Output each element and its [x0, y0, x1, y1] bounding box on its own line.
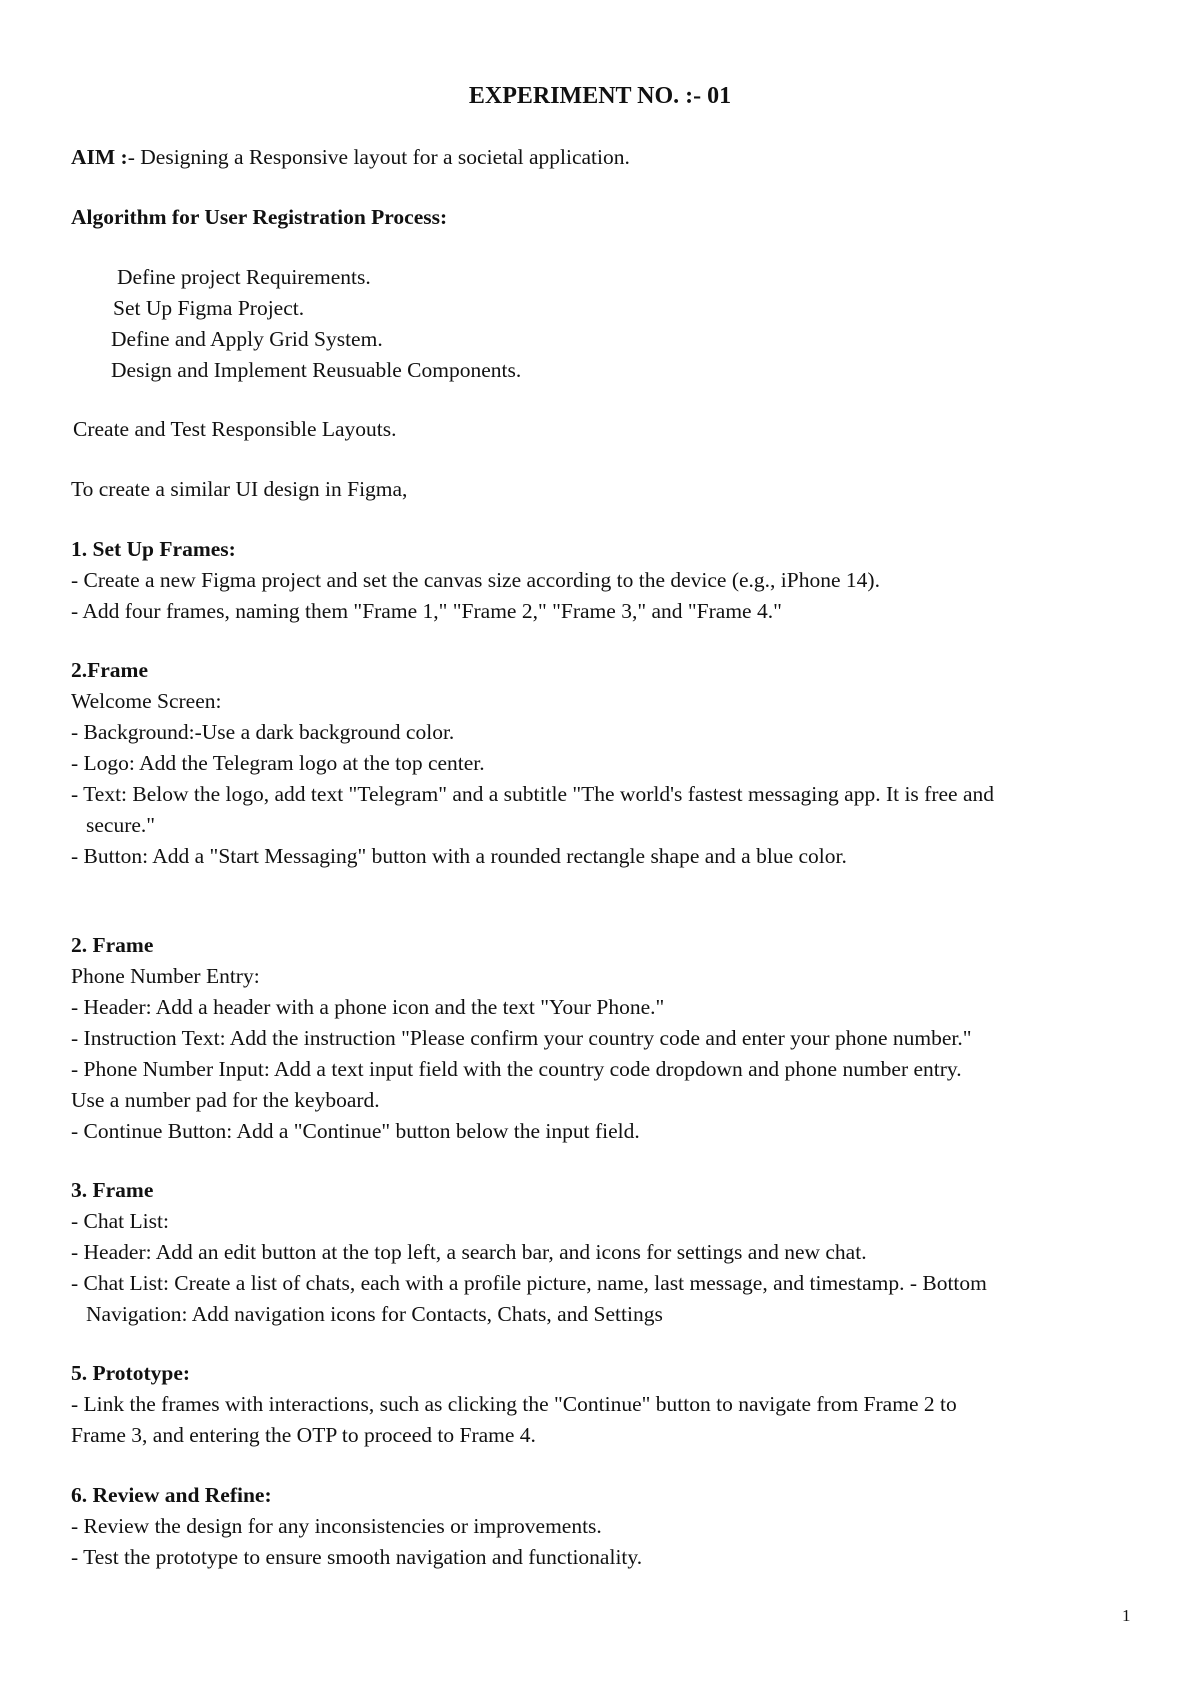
section-heading: 5. Prototype: [71, 1361, 191, 1385]
algorithm-step: Set Up Figma Project. [113, 296, 305, 320]
algorithm-final-step: Create and Test Responsible Layouts. [73, 417, 397, 441]
section-line: - Button: Add a "Start Messaging" button with a rounded rectangle shape and a blue color. [71, 844, 847, 868]
section-line: Frame 3, and entering the OTP to proceed to Frame 4. [71, 1423, 536, 1447]
algorithm-step: Define and Apply Grid System. [111, 327, 383, 351]
page-title: EXPERIMENT NO. :- 01 [468, 83, 732, 109]
algorithm-step: Define project Requirements. [117, 265, 371, 289]
section-heading: 1. Set Up Frames: [71, 537, 236, 561]
section-line: secure." [86, 813, 156, 837]
section-line: - Text: Below the logo, add text "Telegram" and a subtitle "The world's fastest messaging app. It is free and [71, 782, 994, 806]
section-line: Navigation: Add navigation icons for Contacts, Chats, and Settings [86, 1302, 663, 1326]
section-heading: 3. Frame [71, 1178, 154, 1202]
section-line: - Header: Add a header with a phone icon and the text "Your Phone." [71, 995, 665, 1019]
section-line: - Test the prototype to ensure smooth navigation and functionality. [71, 1545, 643, 1569]
section-heading: 2.Frame [71, 658, 149, 682]
section-line: Phone Number Entry: [71, 964, 260, 988]
section-line: - Link the frames with interactions, such as clicking the "Continue" button to navigate from Frame 2 to [71, 1392, 957, 1416]
aim-label: AIM : [71, 145, 128, 169]
section-line: - Logo: Add the Telegram logo at the top center. [71, 751, 485, 775]
page-number: 1 [1122, 1606, 1131, 1625]
section-line: - Phone Number Input: Add a text input field with the country code dropdown and phone number entry. [71, 1057, 962, 1081]
section-line: - Review the design for any inconsistencies or improvements. [71, 1514, 602, 1538]
intro-text: To create a similar UI design in Figma, [71, 477, 408, 501]
section-heading: 2. Frame [71, 933, 154, 957]
section-line: - Add four frames, naming them "Frame 1," "Frame 2," "Frame 3," and "Frame 4." [71, 599, 782, 623]
section-line: - Background:-Use a dark background color. [71, 720, 455, 744]
section-line: - Chat List: Create a list of chats, each with a profile picture, name, last message, and timestamp. - Bottom [71, 1271, 987, 1295]
algorithm-heading: Algorithm for User Registration Process: [71, 205, 448, 229]
section-line: - Chat List: [71, 1209, 169, 1233]
section-heading: 6. Review and Refine: [71, 1483, 272, 1507]
section-line: Welcome Screen: [71, 689, 222, 713]
algorithm-step: Design and Implement Reusuable Components. [111, 358, 522, 382]
section-line: - Instruction Text: Add the instruction "Please confirm your country code and enter your phone number." [71, 1026, 972, 1050]
section-line: - Create a new Figma project and set the canvas size according to the device (e.g., iPhone 14). [71, 568, 880, 592]
section-line: - Header: Add an edit button at the top left, a search bar, and icons for settings and new chat. [71, 1240, 867, 1264]
section-line: - Continue Button: Add a "Continue" button below the input field. [71, 1119, 640, 1143]
aim-text: - Designing a Responsive layout for a societal application. [127, 145, 630, 169]
section-line: Use a number pad for the keyboard. [71, 1088, 380, 1112]
aim-line [71, 142, 630, 172]
